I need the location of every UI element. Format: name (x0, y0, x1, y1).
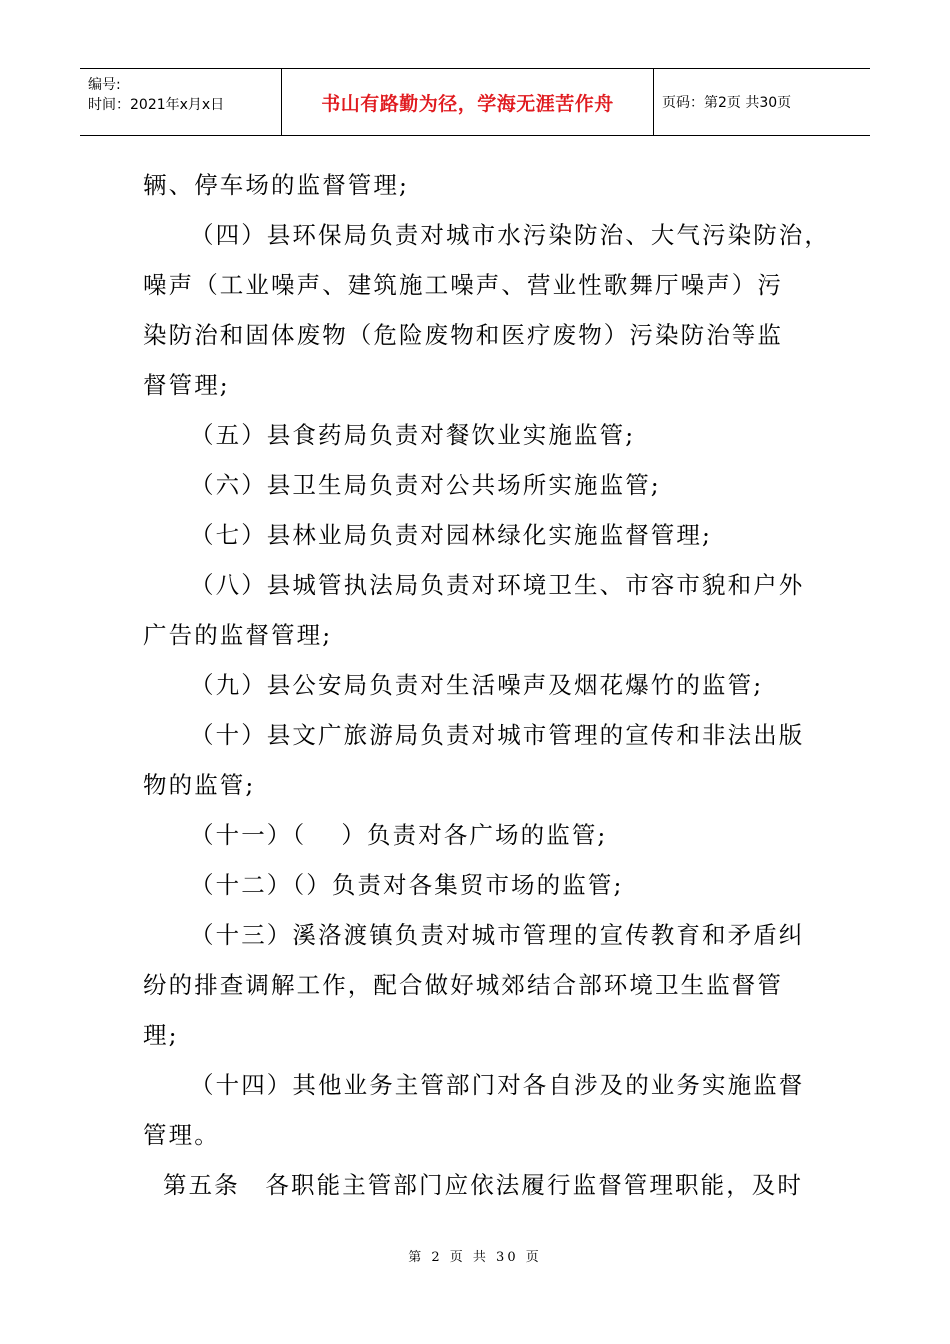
text-line: （十一）（ ）负责对各广场的监管; (190, 821, 608, 849)
header-meta (80, 69, 282, 135)
text-line: （七）县林业局负责对园林绿化实施监督管理; (190, 521, 713, 549)
text-line: 染防治和固体废物（危险废物和医疗废物）污染防治等监 (143, 321, 783, 349)
text-line: （五）县食药局负责对餐饮业实施监管; (190, 421, 636, 449)
text-line: 物的监管; (143, 771, 256, 799)
text-line: （六）县卫生局负责对公共场所实施监管; (190, 471, 661, 499)
text-line: （九）县公安局负责对生活噪声及烟花爆竹的监管; (190, 671, 764, 699)
text-line: 理; (143, 1021, 179, 1049)
text-line: （八）县城管执法局负责对环境卫生、市容市貌和户外 (190, 571, 805, 599)
text-line: （四）县环保局负责对城市水污染防治、大气污染防治， (190, 221, 830, 249)
text-line: 纷的排查调解工作，配合做好城郊结合部环境卫生监督管 (143, 971, 783, 999)
page-footer: 第 2 页 共 30 页 (408, 1250, 542, 1265)
header-page-info: 页码：第2页 共30页 (662, 95, 792, 111)
body-text (143, 160, 830, 1210)
document-time: 时间：2021年x月x日 (88, 97, 225, 113)
text-line: （十三）溪洛渡镇负责对城市管理的宣传教育和矛盾纠 (190, 921, 805, 949)
text-line: （十）县文广旅游局负责对城市管理的宣传和非法出版 (190, 721, 805, 749)
text-line: 管理。 (143, 1121, 220, 1149)
header-motto: 书山有路勤为径，学海无涯苦作舟 (282, 69, 654, 135)
text-line: 督管理; (143, 371, 230, 399)
text-line: （十二）（）负责对各集贸市场的监管; (190, 871, 624, 899)
text-line: 广告的监督管理; (143, 621, 333, 649)
text-line: （十四）其他业务主管部门对各自涉及的业务实施监督 (190, 1071, 805, 1099)
page-header (80, 68, 870, 136)
document-number-label: 编号: (88, 77, 121, 93)
text-line: 第五条 各职能主管部门应依法履行监督管理职能，及时 (163, 1171, 803, 1199)
text-line: 辆、停车场的监督管理; (143, 171, 410, 199)
text-line: 噪声（工业噪声、建筑施工噪声、营业性歌舞厅噪声）污 (143, 271, 783, 299)
